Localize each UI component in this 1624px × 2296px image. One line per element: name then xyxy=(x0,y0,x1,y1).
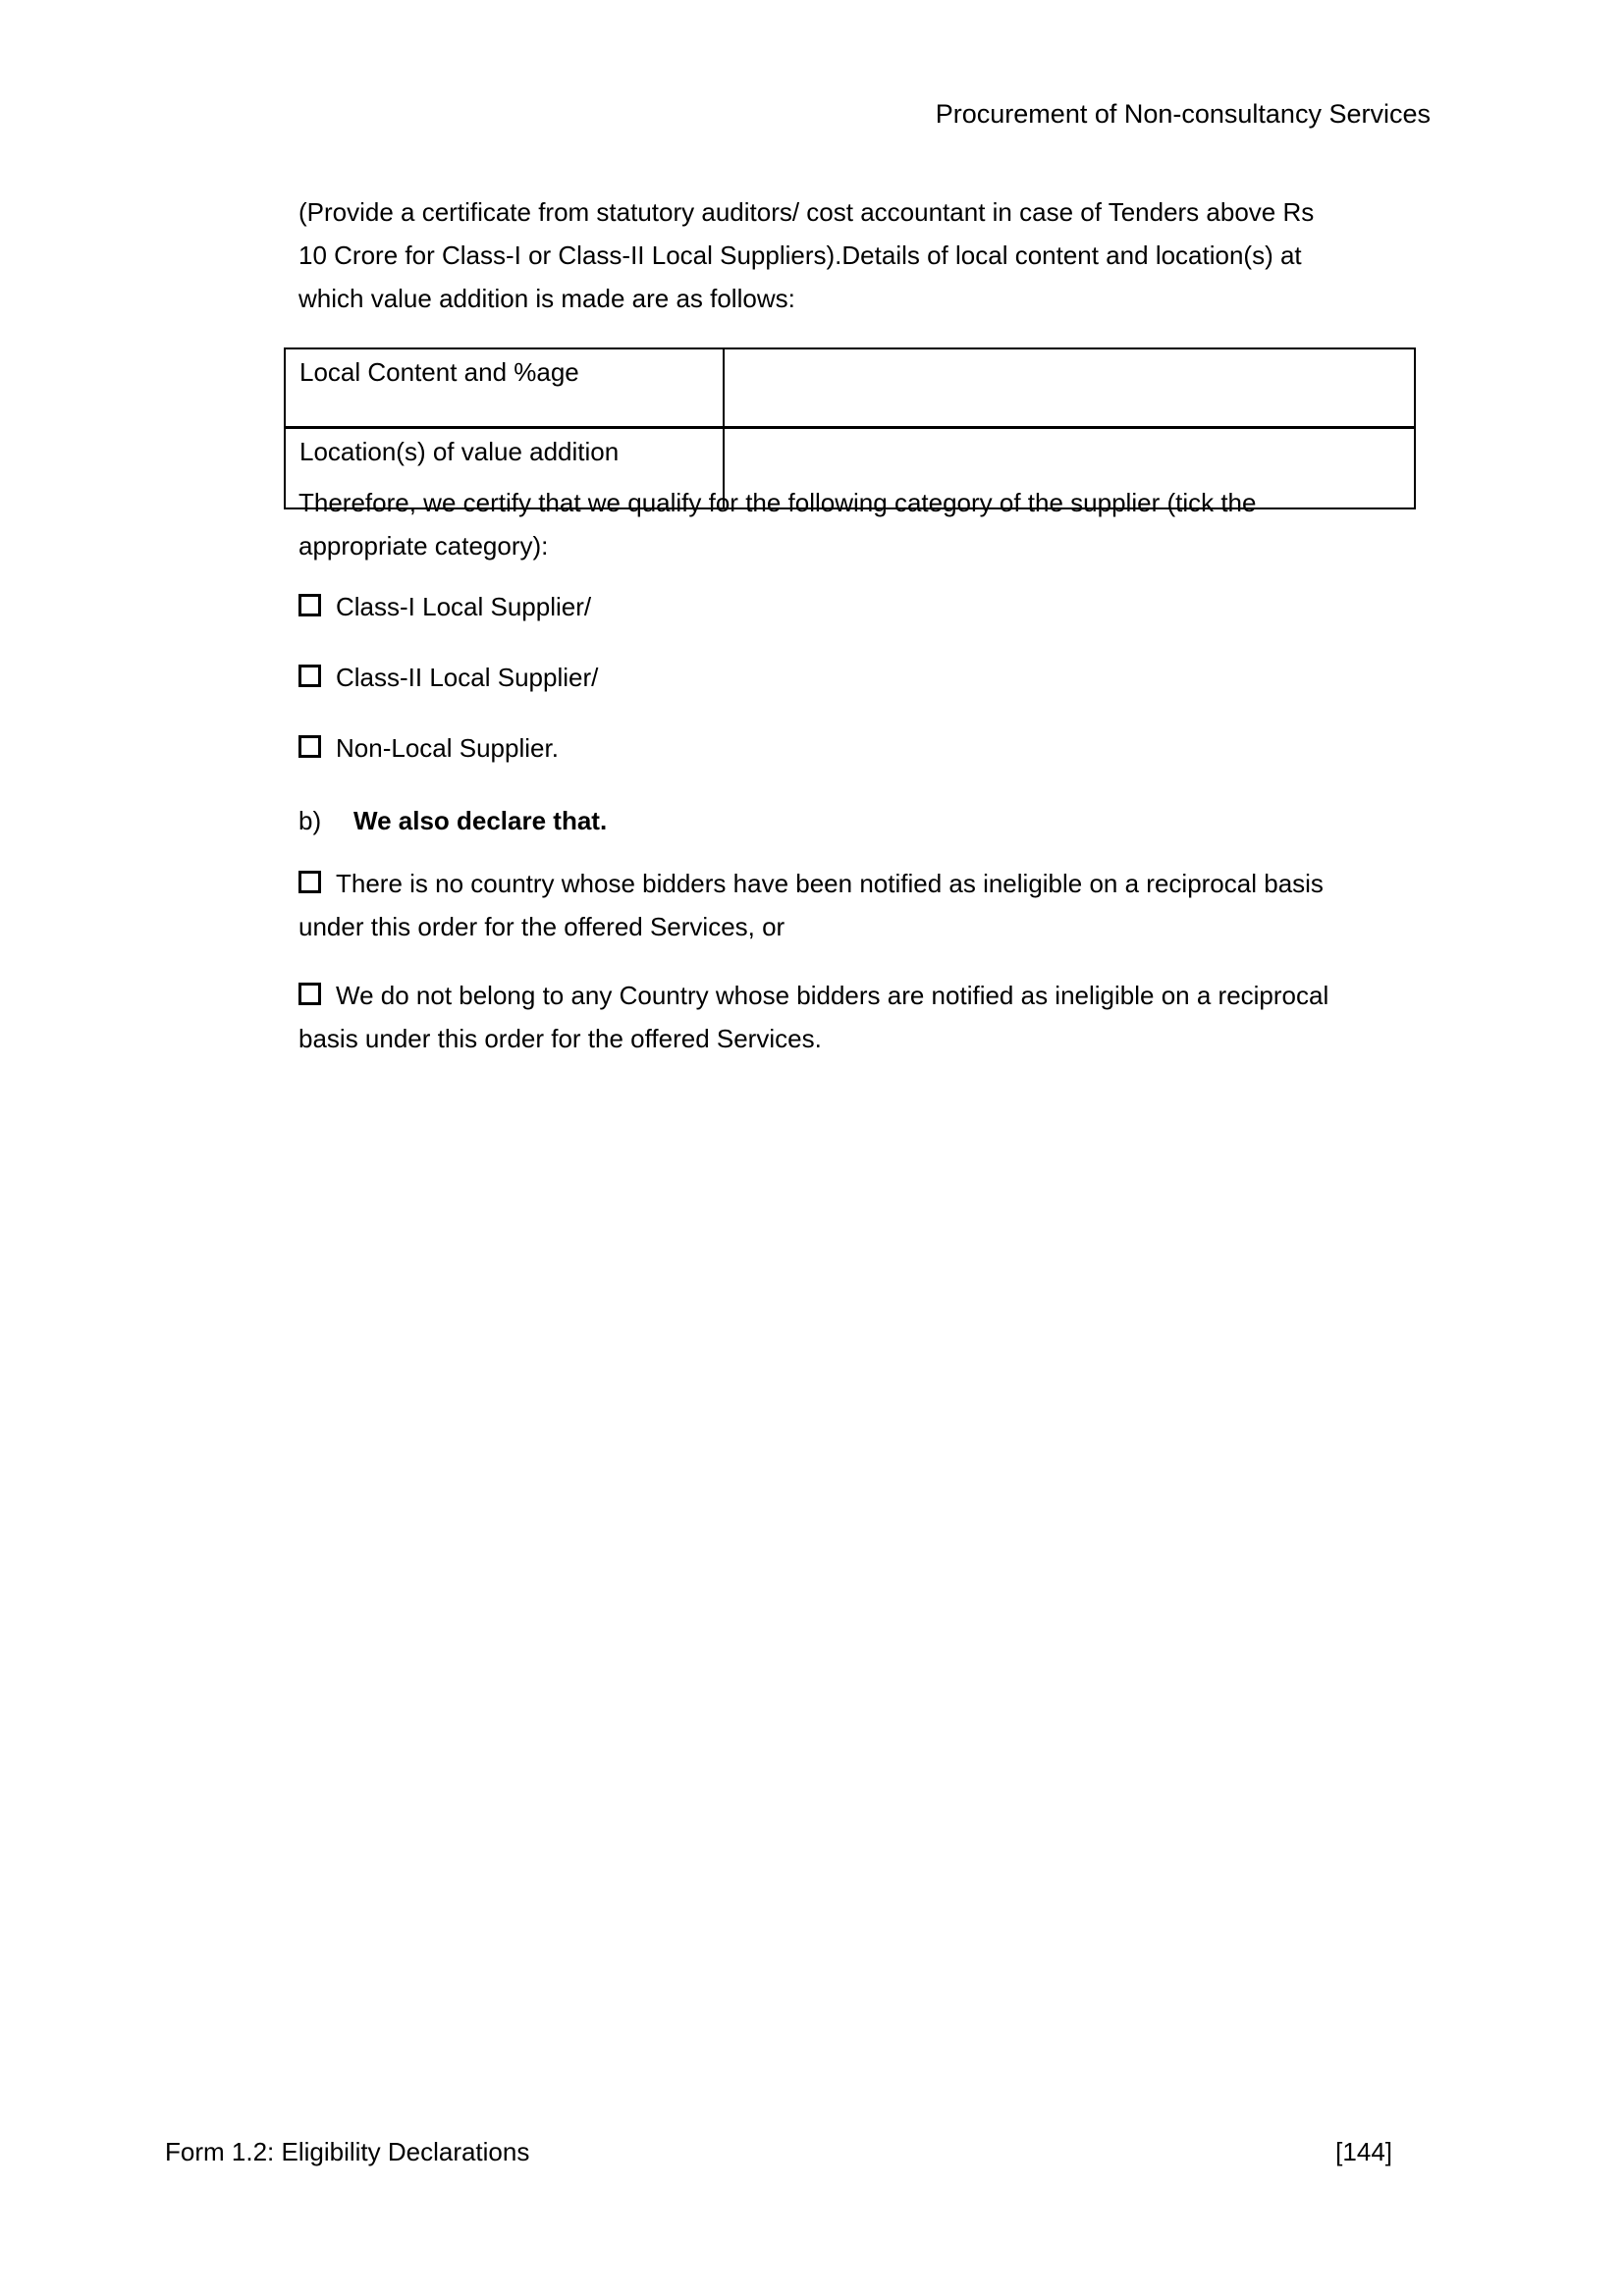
option-label: Class-I Local Supplier/ xyxy=(336,592,592,621)
row-label-local-content: Local Content and %age xyxy=(285,348,724,428)
paragraph-line: appropriate category): xyxy=(298,531,549,561)
list-marker: b) xyxy=(298,806,322,835)
checkbox-icon[interactable] xyxy=(298,594,321,616)
paragraph-line: (Provide a certificate from statutory auditors/ cost accountant in case of Tenders above Rs xyxy=(298,197,1315,227)
checkbox-icon[interactable] xyxy=(298,735,321,758)
option-label: Non-Local Supplier. xyxy=(336,733,559,763)
paragraph-line: which value addition is made are as follows: xyxy=(298,284,795,313)
table-row xyxy=(285,348,1415,428)
certify-paragraph xyxy=(298,481,1437,567)
supplier-option-non-local xyxy=(298,726,1437,770)
intro-paragraph xyxy=(298,190,1437,320)
supplier-option-class-2 xyxy=(298,656,1437,699)
paragraph-line: 10 Crore for Class-I or Class-II Local Suppliers).Details of local content and location(s) at xyxy=(298,240,1302,270)
local-content-value-field[interactable] xyxy=(724,348,1415,428)
row-label-value-addition: Location(s) of value addition xyxy=(285,428,724,509)
paragraph-line: Therefore, we certify that we qualify for the following category of the supplier (tick the xyxy=(298,488,1257,517)
page-footer xyxy=(165,2136,1392,2167)
heading-line xyxy=(298,799,1437,842)
header-title: Procurement of Non-consultancy Services xyxy=(935,99,1431,129)
footer-form-label: Form 1.2: Eligibility Declarations xyxy=(165,2137,530,2166)
declaration-text: There is no country whose bidders have been notified as ineligible on a reciprocal basis xyxy=(336,869,1324,898)
option-label: Class-II Local Supplier/ xyxy=(336,663,599,692)
paragraph-line xyxy=(298,862,1437,905)
paragraph-line: basis under this order for the offered Services. xyxy=(298,1024,822,1053)
page-header xyxy=(0,98,1431,130)
declare-heading-row xyxy=(298,799,1437,842)
declaration-text: We do not belong to any Country whose bidders are notified as ineligible on a reciprocal xyxy=(336,981,1329,1010)
option-line xyxy=(298,656,1437,699)
declaration-paragraph-1 xyxy=(298,862,1437,948)
checkbox-icon[interactable] xyxy=(298,983,321,1005)
paragraph-line: under this order for the offered Services, or xyxy=(298,912,785,941)
declare-heading: We also declare that. xyxy=(353,806,608,835)
paragraph-line xyxy=(298,974,1437,1017)
option-line xyxy=(298,585,1437,628)
supplier-option-class-1 xyxy=(298,585,1437,628)
option-line xyxy=(298,726,1437,770)
footer-page-number: [144] xyxy=(1335,2137,1392,2166)
checkbox-icon[interactable] xyxy=(298,665,321,687)
declaration-paragraph-2 xyxy=(298,974,1437,1060)
checkbox-icon[interactable] xyxy=(298,871,321,893)
